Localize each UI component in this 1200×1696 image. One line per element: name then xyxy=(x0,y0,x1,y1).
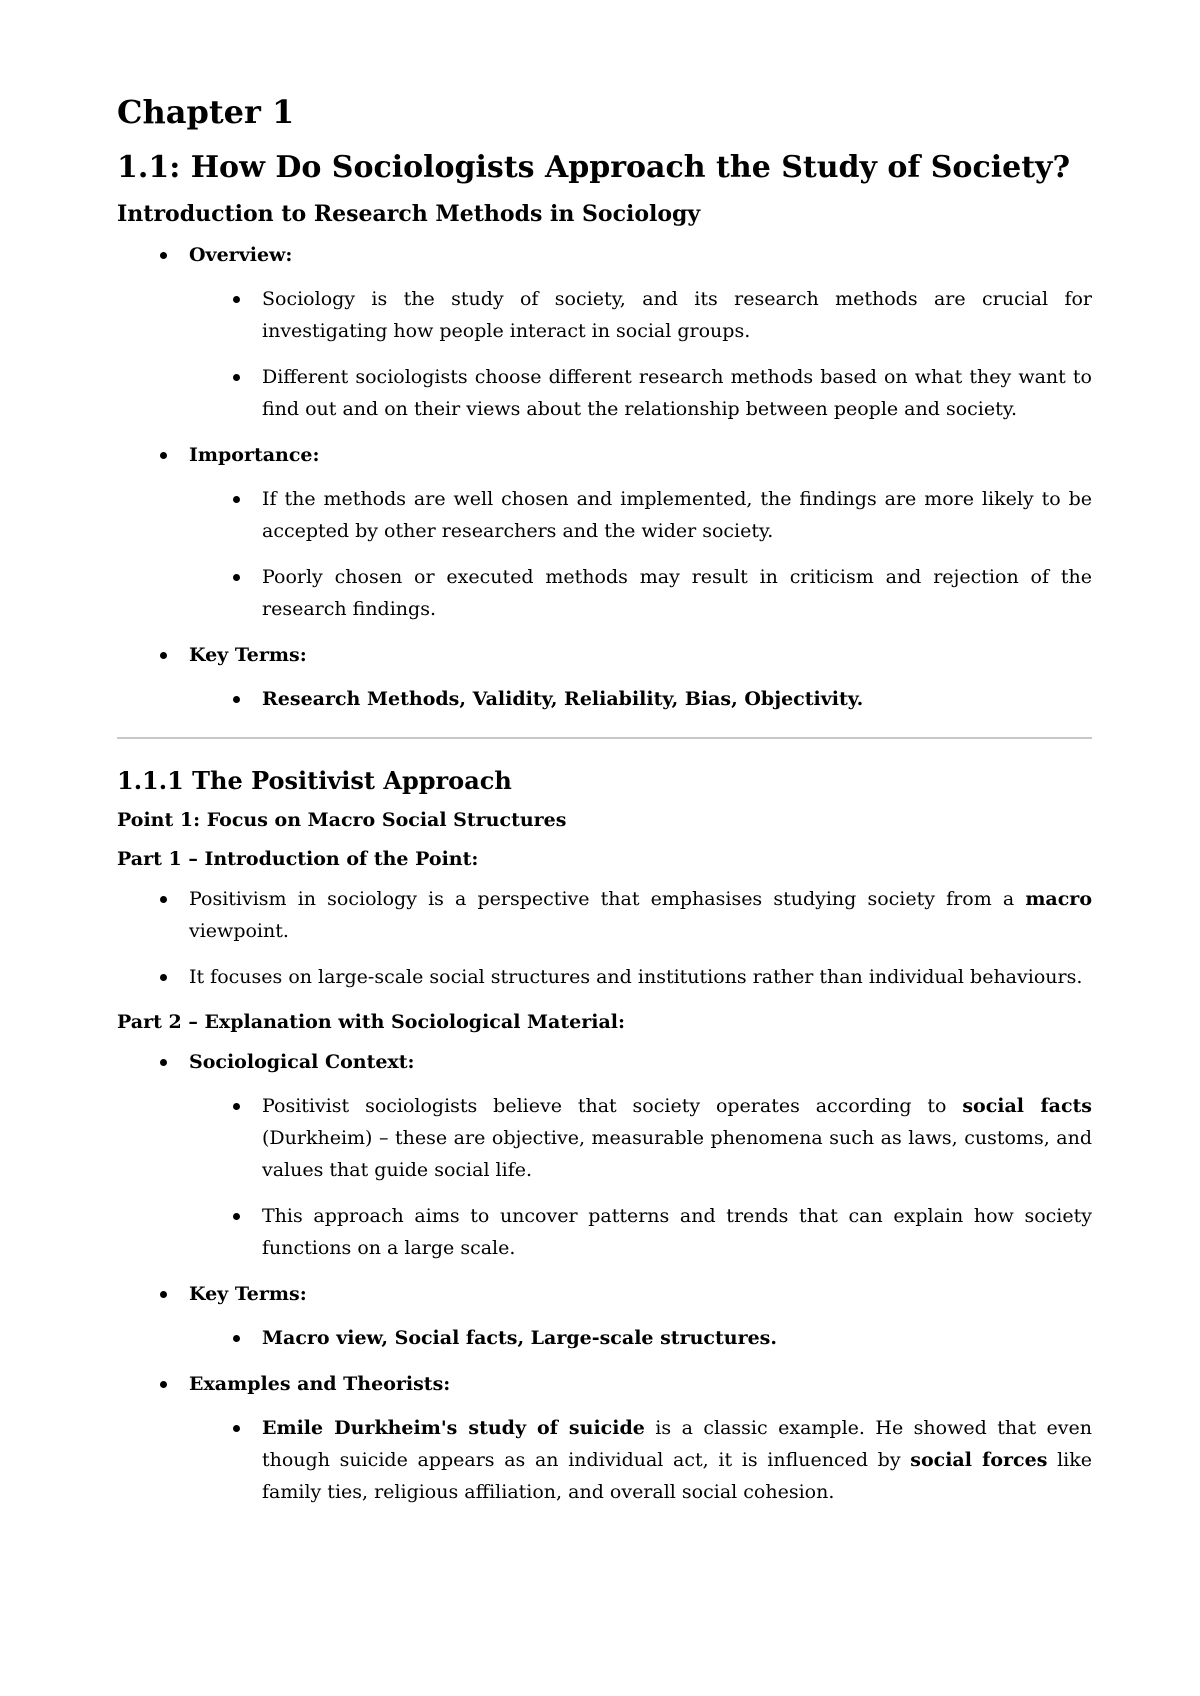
list-item xyxy=(117,1412,1092,1508)
key-terms-sublist-2 xyxy=(189,1322,1092,1354)
bullet-icon xyxy=(233,1335,240,1342)
part-1-item-1-bold: macro xyxy=(1025,888,1092,910)
context-item-2: This approach aims to uncover patterns and trends that can explain how society functions on a large scale. xyxy=(262,1205,1092,1259)
example-1-bold-2: social forces xyxy=(910,1449,1048,1471)
example-1-bold: Emile Durkheim's study of suicide xyxy=(262,1417,645,1439)
example-1-end: like family ties, religious affiliation, and overall social cohesion. xyxy=(262,1449,1092,1503)
part-1-item-1-text: Positivism in sociology is a perspective that emphasises studying society from a xyxy=(189,888,1026,910)
section-title: 1.1: How Do Sociologists Approach the Study of Society? xyxy=(117,150,1071,185)
bullet-icon xyxy=(233,696,240,703)
bullet-icon xyxy=(160,252,167,259)
list-item xyxy=(117,1090,1092,1186)
importance-item-1: If the methods are well chosen and implemented, the findings are more likely to be accepted by other researchers and the wider society. xyxy=(262,488,1092,542)
bullet-icon xyxy=(233,1103,240,1110)
intro-list xyxy=(117,239,1092,715)
key-terms-sublist xyxy=(189,683,1092,715)
overview-item-1: Sociology is the study of society, and its research methods are crucial for investigating how people interact in social groups. xyxy=(262,288,1092,342)
context-label: Sociological Context: xyxy=(189,1051,415,1073)
part-1-label: Part 1 – Introduction of the Point: xyxy=(117,848,479,870)
bullet-icon xyxy=(160,652,167,659)
list-item xyxy=(117,883,1092,947)
importance-item-2: Poorly chosen or executed methods may result in criticism and rejection of the research findings. xyxy=(262,566,1092,620)
list-item xyxy=(117,483,1092,547)
bullet-icon xyxy=(160,896,167,903)
key-terms: Research Methods, Validity, Reliability, Bias, Objectivity. xyxy=(262,688,864,710)
context-sublist xyxy=(189,1090,1092,1264)
list-item xyxy=(117,1046,1092,1264)
bullet-icon xyxy=(160,1059,167,1066)
bullet-icon xyxy=(160,452,167,459)
bullet-icon xyxy=(233,574,240,581)
example-1-text: is a classic example. He showed that even though suicide appears as an individual act, it is influenced by xyxy=(262,1417,1092,1471)
examples-label: Examples and Theorists: xyxy=(189,1373,451,1395)
list-item xyxy=(117,961,1092,993)
bullet-icon xyxy=(233,296,240,303)
document-content xyxy=(117,92,1092,1522)
part-1-item-1-end: viewpoint. xyxy=(189,920,289,942)
point-1-label: Point 1: Focus on Macro Social Structures xyxy=(117,809,567,831)
list-item xyxy=(117,439,1092,625)
overview-label: Overview: xyxy=(189,244,293,266)
part-2-label: Part 2 – Explanation with Sociological Material: xyxy=(117,1011,625,1033)
bullet-icon xyxy=(233,1425,240,1432)
list-item xyxy=(117,283,1092,347)
part-1-item-2: It focuses on large-scale social structures and institutions rather than individual behaviours. xyxy=(189,966,1083,988)
bullet-icon xyxy=(233,1213,240,1220)
list-item xyxy=(117,561,1092,625)
intro-heading: Introduction to Research Methods in Sociology xyxy=(117,201,701,227)
key-terms-label-2: Key Terms: xyxy=(189,1283,307,1305)
positivist-heading: 1.1.1 The Positivist Approach xyxy=(117,766,512,795)
list-item xyxy=(117,1200,1092,1264)
context-item-1-end: (Durkheim) – these are objective, measurable phenomena such as laws, customs, and values that guide social life. xyxy=(262,1127,1092,1181)
bullet-icon xyxy=(233,374,240,381)
bullet-icon xyxy=(160,974,167,981)
list-item xyxy=(117,361,1092,425)
list-item xyxy=(117,683,1092,715)
part-2-list xyxy=(117,1046,1092,1508)
context-item-1-text: Positivist sociologists believe that society operates according to xyxy=(262,1095,963,1117)
section-divider xyxy=(117,737,1092,739)
chapter-title: Chapter 1 xyxy=(117,93,295,131)
list-item xyxy=(117,1278,1092,1354)
list-item xyxy=(117,1368,1092,1508)
overview-item-2: Different sociologists choose different research methods based on what they want to find out and on their views about the relationship between people and society. xyxy=(262,366,1092,420)
part-1-list xyxy=(117,883,1092,993)
key-terms-2: Macro view, Social facts, Large-scale structures. xyxy=(262,1327,777,1349)
list-item xyxy=(117,1322,1092,1354)
list-item xyxy=(117,639,1092,715)
context-item-1-bold: social facts xyxy=(962,1095,1092,1117)
importance-label: Importance: xyxy=(189,444,320,466)
importance-sublist xyxy=(189,483,1092,625)
overview-sublist xyxy=(189,283,1092,425)
bullet-icon xyxy=(160,1381,167,1388)
key-terms-label: Key Terms: xyxy=(189,644,307,666)
list-item xyxy=(117,239,1092,425)
bullet-icon xyxy=(160,1291,167,1298)
examples-sublist xyxy=(189,1412,1092,1508)
bullet-icon xyxy=(233,496,240,503)
